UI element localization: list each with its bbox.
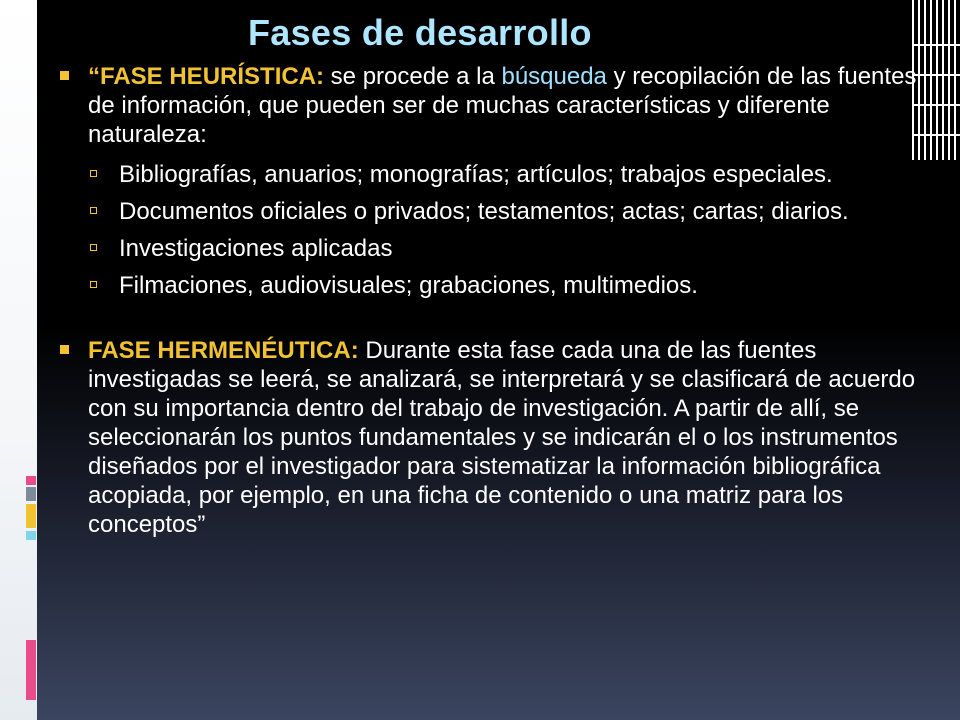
hollow-square-bullet-icon (90, 207, 97, 214)
sub-item (60, 160, 960, 189)
strip-mark-gold (26, 504, 36, 528)
sub-item (60, 271, 960, 300)
strip-mark-cyan (26, 531, 36, 540)
hollow-square-bullet-icon (90, 281, 97, 288)
left-decorative-strip (0, 0, 37, 720)
hermeneutic-phase-body: Durante esta fase cada una de las fuentes investigadas se leerá, se analizará, se interpretará y se clasificará de acuerdo con su importancia dentro del trabajo de investigación. A partir de allí, se seleccionarán los puntos fundamentales y se indicarán el o los instrumentos diseñados por el investigador para sistematizar la información bibliográfica acopiada, por ejemplo, en una ficha de contenido o una matriz para los conceptos” (88, 337, 916, 538)
heuristic-phase-text (88, 62, 946, 149)
sub-item-text: Bibliografías, anuarios; monografías; artículos; trabajos especiales. (119, 161, 833, 188)
square-bullet-icon (60, 345, 69, 354)
heuristic-phase-paragraph (60, 62, 960, 149)
slide-content (60, 62, 960, 539)
hollow-square-bullet-icon (90, 244, 97, 251)
heuristic-text-after: y recopilación de las fuentes de información, que pueden ser de muchas características y diferente naturaleza: (88, 63, 917, 148)
sub-item-text: Filmaciones, audiovisuales; grabaciones, multimedios. (119, 272, 698, 299)
sub-item (60, 234, 960, 263)
hermeneutic-phase-heading: FASE HERMENÉUTICA: (88, 337, 359, 364)
heuristic-text-before: se procede a la (324, 63, 502, 90)
sub-item (60, 197, 960, 226)
strip-mark-pink-lower (26, 640, 36, 700)
strip-mark-pink (26, 476, 36, 485)
slide-title: Fases de desarrollo (248, 12, 592, 53)
hermeneutic-phase-paragraph (60, 336, 960, 539)
heuristic-phase-open-quote: “ (88, 63, 100, 90)
sub-item-text: Documentos oficiales o privados; testamentos; actas; cartas; diarios. (119, 198, 849, 225)
heuristic-phase-heading: FASE HEURÍSTICA: (100, 63, 325, 90)
busqueda-highlight: búsqueda (501, 63, 607, 90)
hermeneutic-phase-text (88, 336, 946, 539)
sub-item-text: Investigaciones aplicadas (119, 235, 393, 262)
square-bullet-icon (60, 71, 69, 80)
strip-mark-gray (26, 487, 36, 501)
hollow-square-bullet-icon (90, 170, 97, 177)
